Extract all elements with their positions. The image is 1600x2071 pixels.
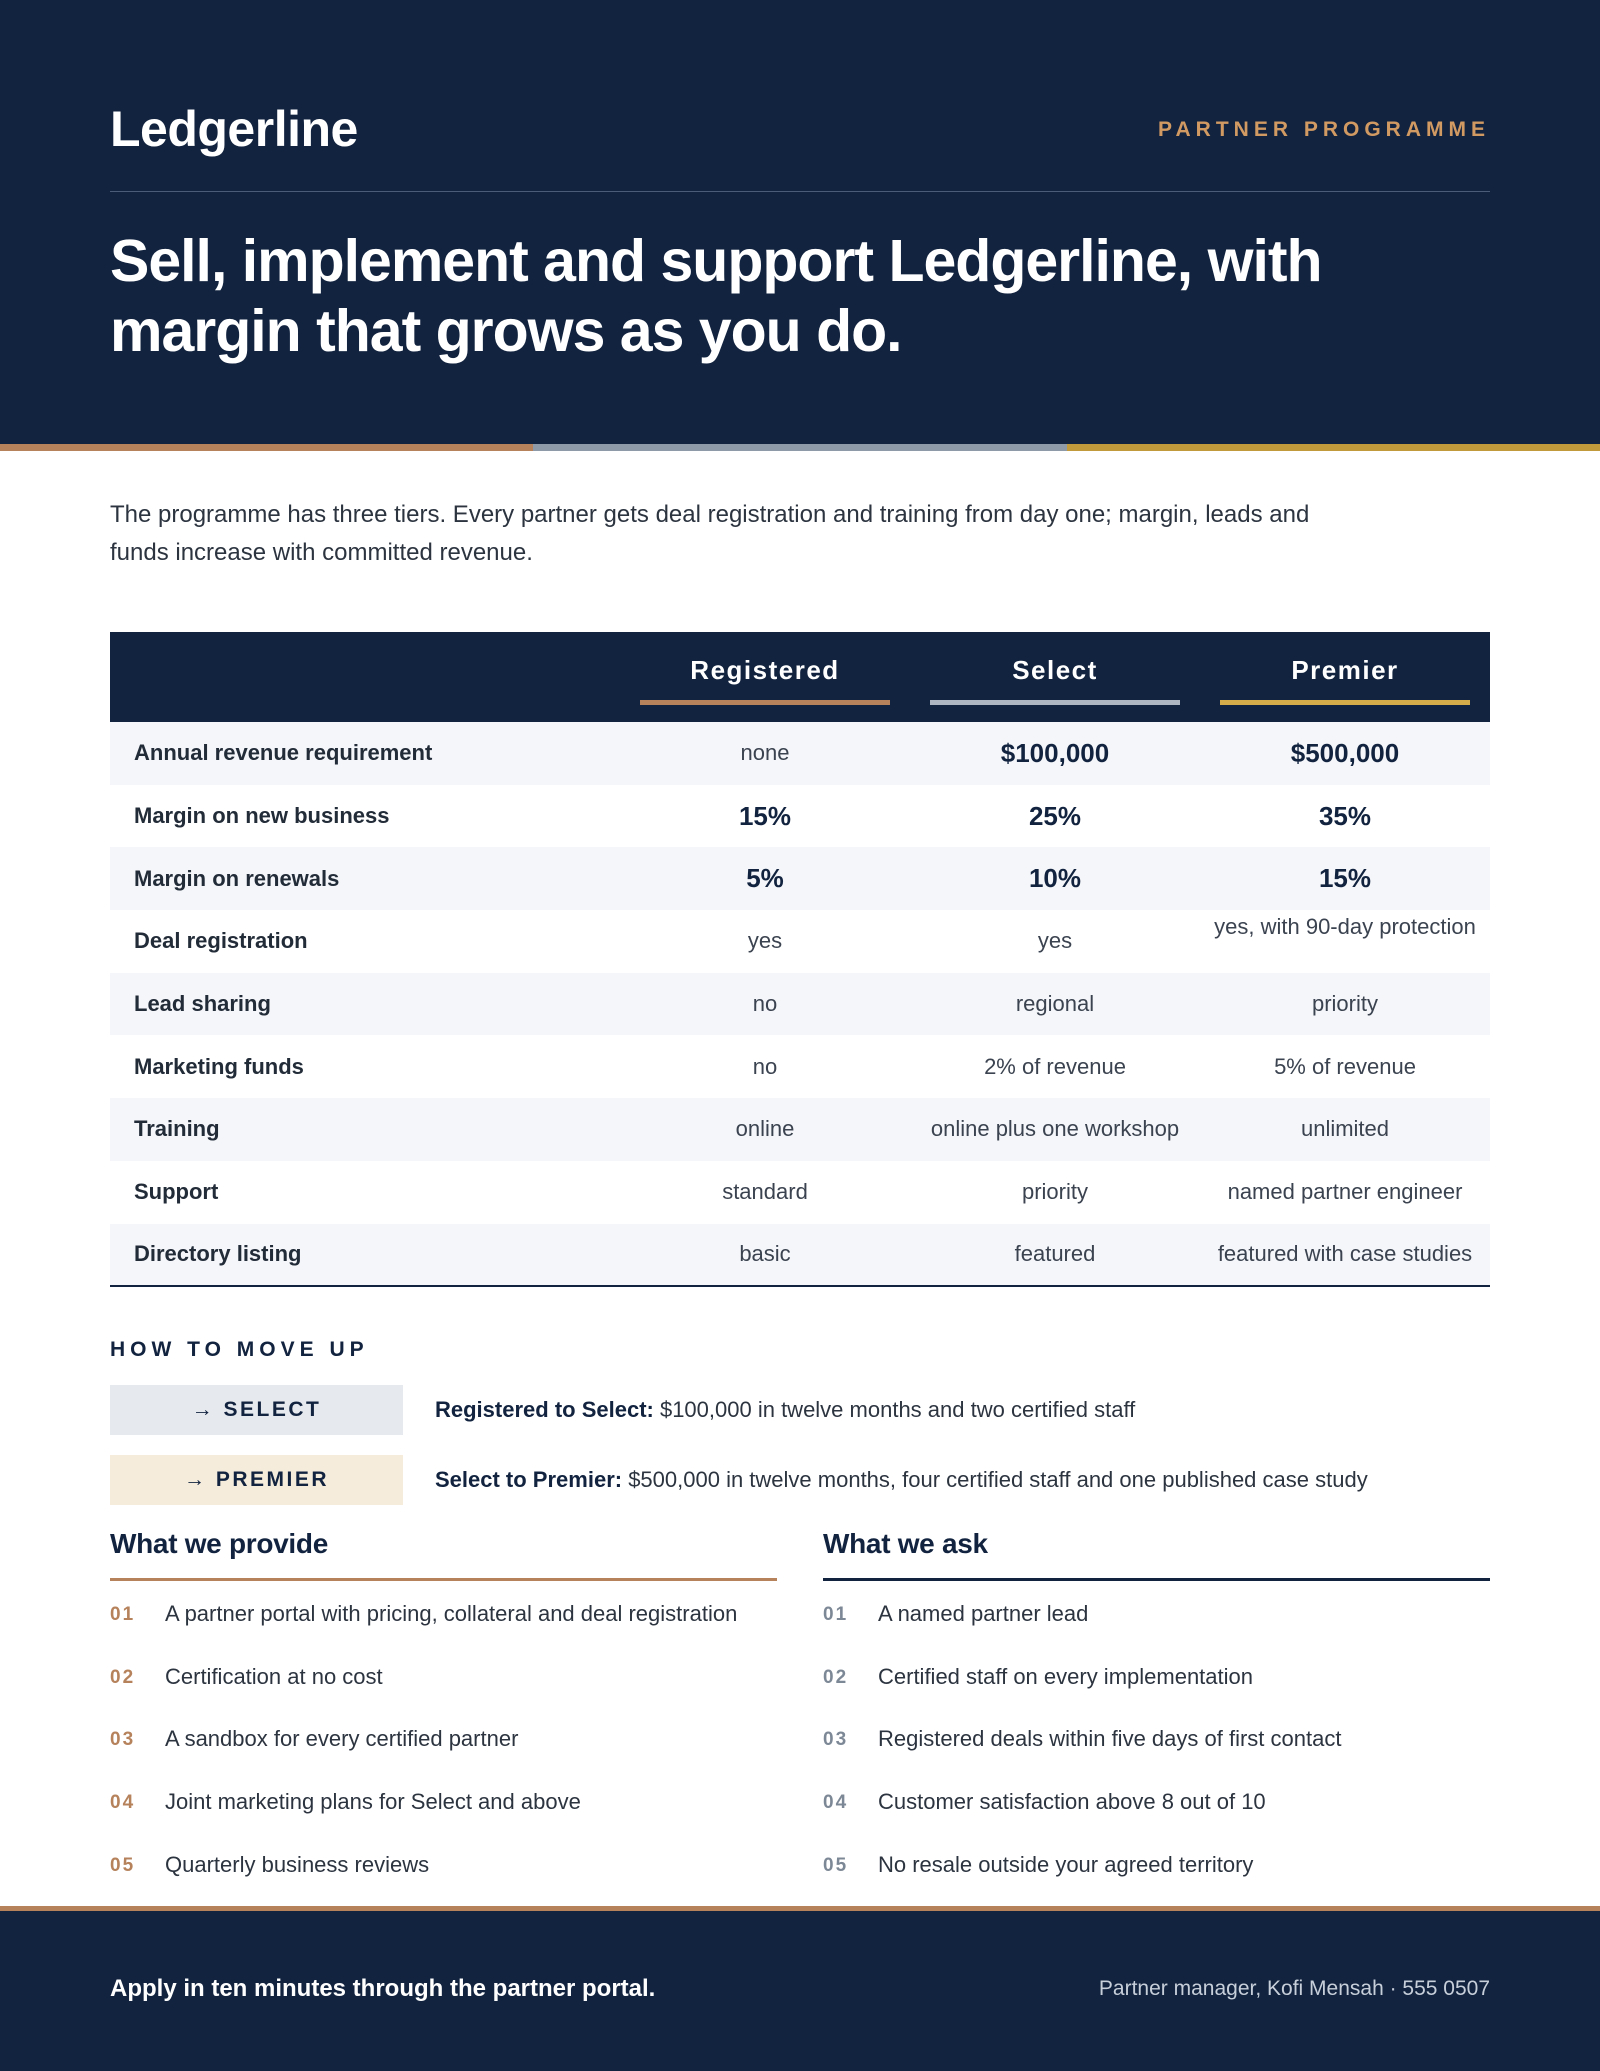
list-item [823, 1599, 1490, 1662]
table-cell: 25% [1028, 800, 1082, 831]
table-row [110, 1098, 1490, 1161]
header-divider [110, 191, 1490, 192]
item-number: 02 [110, 1666, 136, 1688]
table-cell: $100,000 [1000, 737, 1110, 768]
list-item [110, 1662, 777, 1725]
move-up-text [435, 1397, 1135, 1423]
list-item [110, 1850, 777, 1913]
move-up-lead: Select to Premier: [435, 1467, 623, 1492]
list-item [823, 1850, 1490, 1913]
item-number: 05 [110, 1854, 136, 1876]
footer-banner [0, 1911, 1600, 2071]
table-cell: basic [739, 1241, 791, 1267]
what-we-provide-section [110, 1528, 777, 1912]
move-up-detail: $100,000 in twelve months and two certified staff [653, 1397, 1136, 1422]
table-row [110, 1224, 1490, 1287]
table-row [110, 910, 1490, 973]
item-number: 01 [110, 1604, 136, 1625]
programme-eyebrow: PARTNER PROGRAMME [1158, 118, 1490, 141]
table-cell: yes [1037, 928, 1073, 954]
header-banner [0, 0, 1600, 444]
footer-contact: Partner manager, Kofi Mensah · 555 0507 [1098, 1977, 1490, 2000]
tier-accent-bar [640, 700, 890, 705]
table-cell: 5% [746, 863, 784, 894]
move-up-detail: $500,000 in twelve months, four certified staff and one published case study [622, 1467, 1368, 1492]
tier-header-label: Premier [1291, 655, 1399, 685]
tier-strip-bronze [0, 444, 533, 451]
header-empty-cell [110, 632, 620, 722]
item-text: Certification at no cost [165, 1663, 383, 1689]
section-divider [110, 1578, 777, 1581]
move-up-lead: Registered to Select: [435, 1397, 654, 1422]
row-label: Support [134, 1179, 219, 1205]
table-cell: regional [1015, 991, 1095, 1017]
table-cell: priority [1311, 991, 1378, 1017]
section-title: What we ask [823, 1528, 988, 1559]
table-cell: standard [722, 1179, 808, 1205]
item-number: 02 [823, 1666, 849, 1688]
list-item [823, 1662, 1490, 1725]
ask-list [823, 1599, 1490, 1912]
table-cell: $500,000 [1290, 737, 1400, 768]
list-item [110, 1787, 777, 1850]
premier-badge: → PREMIER [110, 1455, 403, 1505]
table-cell: named partner engineer [1227, 1179, 1463, 1205]
row-label: Directory listing [134, 1241, 302, 1267]
table-cell: online plus one workshop [930, 1116, 1180, 1142]
table-cell: no [752, 991, 778, 1017]
table-row [110, 847, 1490, 910]
item-text: Registered deals within five days of first contact [878, 1726, 1342, 1752]
table-row [110, 785, 1490, 848]
table-cell: no [752, 1053, 778, 1079]
table-cell: 10% [1028, 863, 1082, 894]
table-cell: featured with case studies [1217, 1241, 1473, 1267]
table-cell: priority [1021, 1179, 1088, 1205]
select-badge: → SELECT [110, 1385, 403, 1435]
row-label: Training [134, 1116, 220, 1142]
row-label: Annual revenue requirement [134, 740, 433, 766]
tier-accent-bar [930, 700, 1180, 705]
table-cell: unlimited [1300, 1116, 1390, 1142]
tier-header-registered [620, 632, 910, 722]
row-label: Deal registration [134, 928, 308, 954]
table-cell: 15% [738, 800, 792, 831]
tier-color-strip [0, 444, 1600, 451]
list-item [110, 1599, 777, 1662]
tier-header-premier [1200, 632, 1490, 722]
table-row [110, 1161, 1490, 1224]
table-cell: none [740, 740, 790, 766]
list-item [823, 1724, 1490, 1787]
item-number: 01 [823, 1604, 849, 1625]
row-label: Lead sharing [134, 991, 271, 1017]
table-row [110, 1035, 1490, 1098]
move-up-heading: HOW TO MOVE UP [110, 1338, 369, 1361]
page-headline: Sell, implement and support Ledgerline, with margin that grows as you do. [110, 228, 1322, 364]
table-cell: yes [747, 928, 783, 954]
table-cell: featured [1014, 1241, 1096, 1267]
item-number: 03 [110, 1729, 136, 1751]
move-up-text [435, 1467, 1368, 1493]
table-cell: online [735, 1116, 795, 1142]
move-up-step-select [110, 1385, 1490, 1435]
table-cell: 2% of revenue [984, 1053, 1126, 1079]
provide-list [110, 1599, 777, 1912]
table-row [110, 722, 1490, 785]
item-number: 04 [110, 1792, 136, 1814]
tier-header-label: Select [1012, 655, 1098, 685]
intro-paragraph: The programme has three tiers. Every partner gets deal registration and training from day one; margin, leads and funds increase with committed revenue. [110, 501, 1310, 566]
brand-logo: Ledgerline [110, 101, 358, 157]
item-text: Customer satisfaction above 8 out of 10 [878, 1789, 1266, 1815]
item-text: A named partner lead [878, 1601, 1089, 1626]
table-cell: 5% of revenue [1274, 1053, 1416, 1079]
item-text: A sandbox for every certified partner [165, 1726, 519, 1752]
section-divider [823, 1578, 1490, 1581]
tier-comparison-table [110, 632, 1490, 1287]
item-number: 04 [823, 1792, 849, 1814]
footer-call-to-action: Apply in ten minutes through the partner portal. [110, 1975, 656, 2002]
item-number: 05 [823, 1854, 849, 1876]
item-text: Joint marketing plans for Select and above [165, 1789, 581, 1815]
what-we-ask-section [823, 1528, 1490, 1912]
table-row [110, 973, 1490, 1036]
table-cell: 35% [1318, 800, 1372, 831]
list-item [823, 1787, 1490, 1850]
table-cell: yes, with 90-day protection [1214, 914, 1476, 940]
section-title: What we provide [110, 1528, 328, 1559]
row-label: Marketing funds [134, 1053, 304, 1079]
tier-strip-silver [533, 444, 1066, 451]
list-item [110, 1724, 777, 1787]
table-cell: 15% [1318, 863, 1372, 894]
tier-header-select [910, 632, 1200, 722]
item-text: No resale outside your agreed territory [878, 1851, 1254, 1877]
tier-accent-bar [1220, 700, 1470, 705]
item-number: 03 [823, 1729, 849, 1751]
move-up-step-premier [110, 1455, 1490, 1505]
row-label: Margin on new business [134, 803, 390, 829]
row-label: Margin on renewals [134, 865, 340, 891]
tier-header-label: Registered [690, 655, 840, 685]
table-header-row [110, 632, 1490, 722]
item-text: A partner portal with pricing, collateral and deal registration [165, 1601, 738, 1626]
item-text: Certified staff on every implementation [878, 1663, 1253, 1689]
item-text: Quarterly business reviews [165, 1851, 430, 1877]
tier-strip-gold [1067, 444, 1600, 451]
